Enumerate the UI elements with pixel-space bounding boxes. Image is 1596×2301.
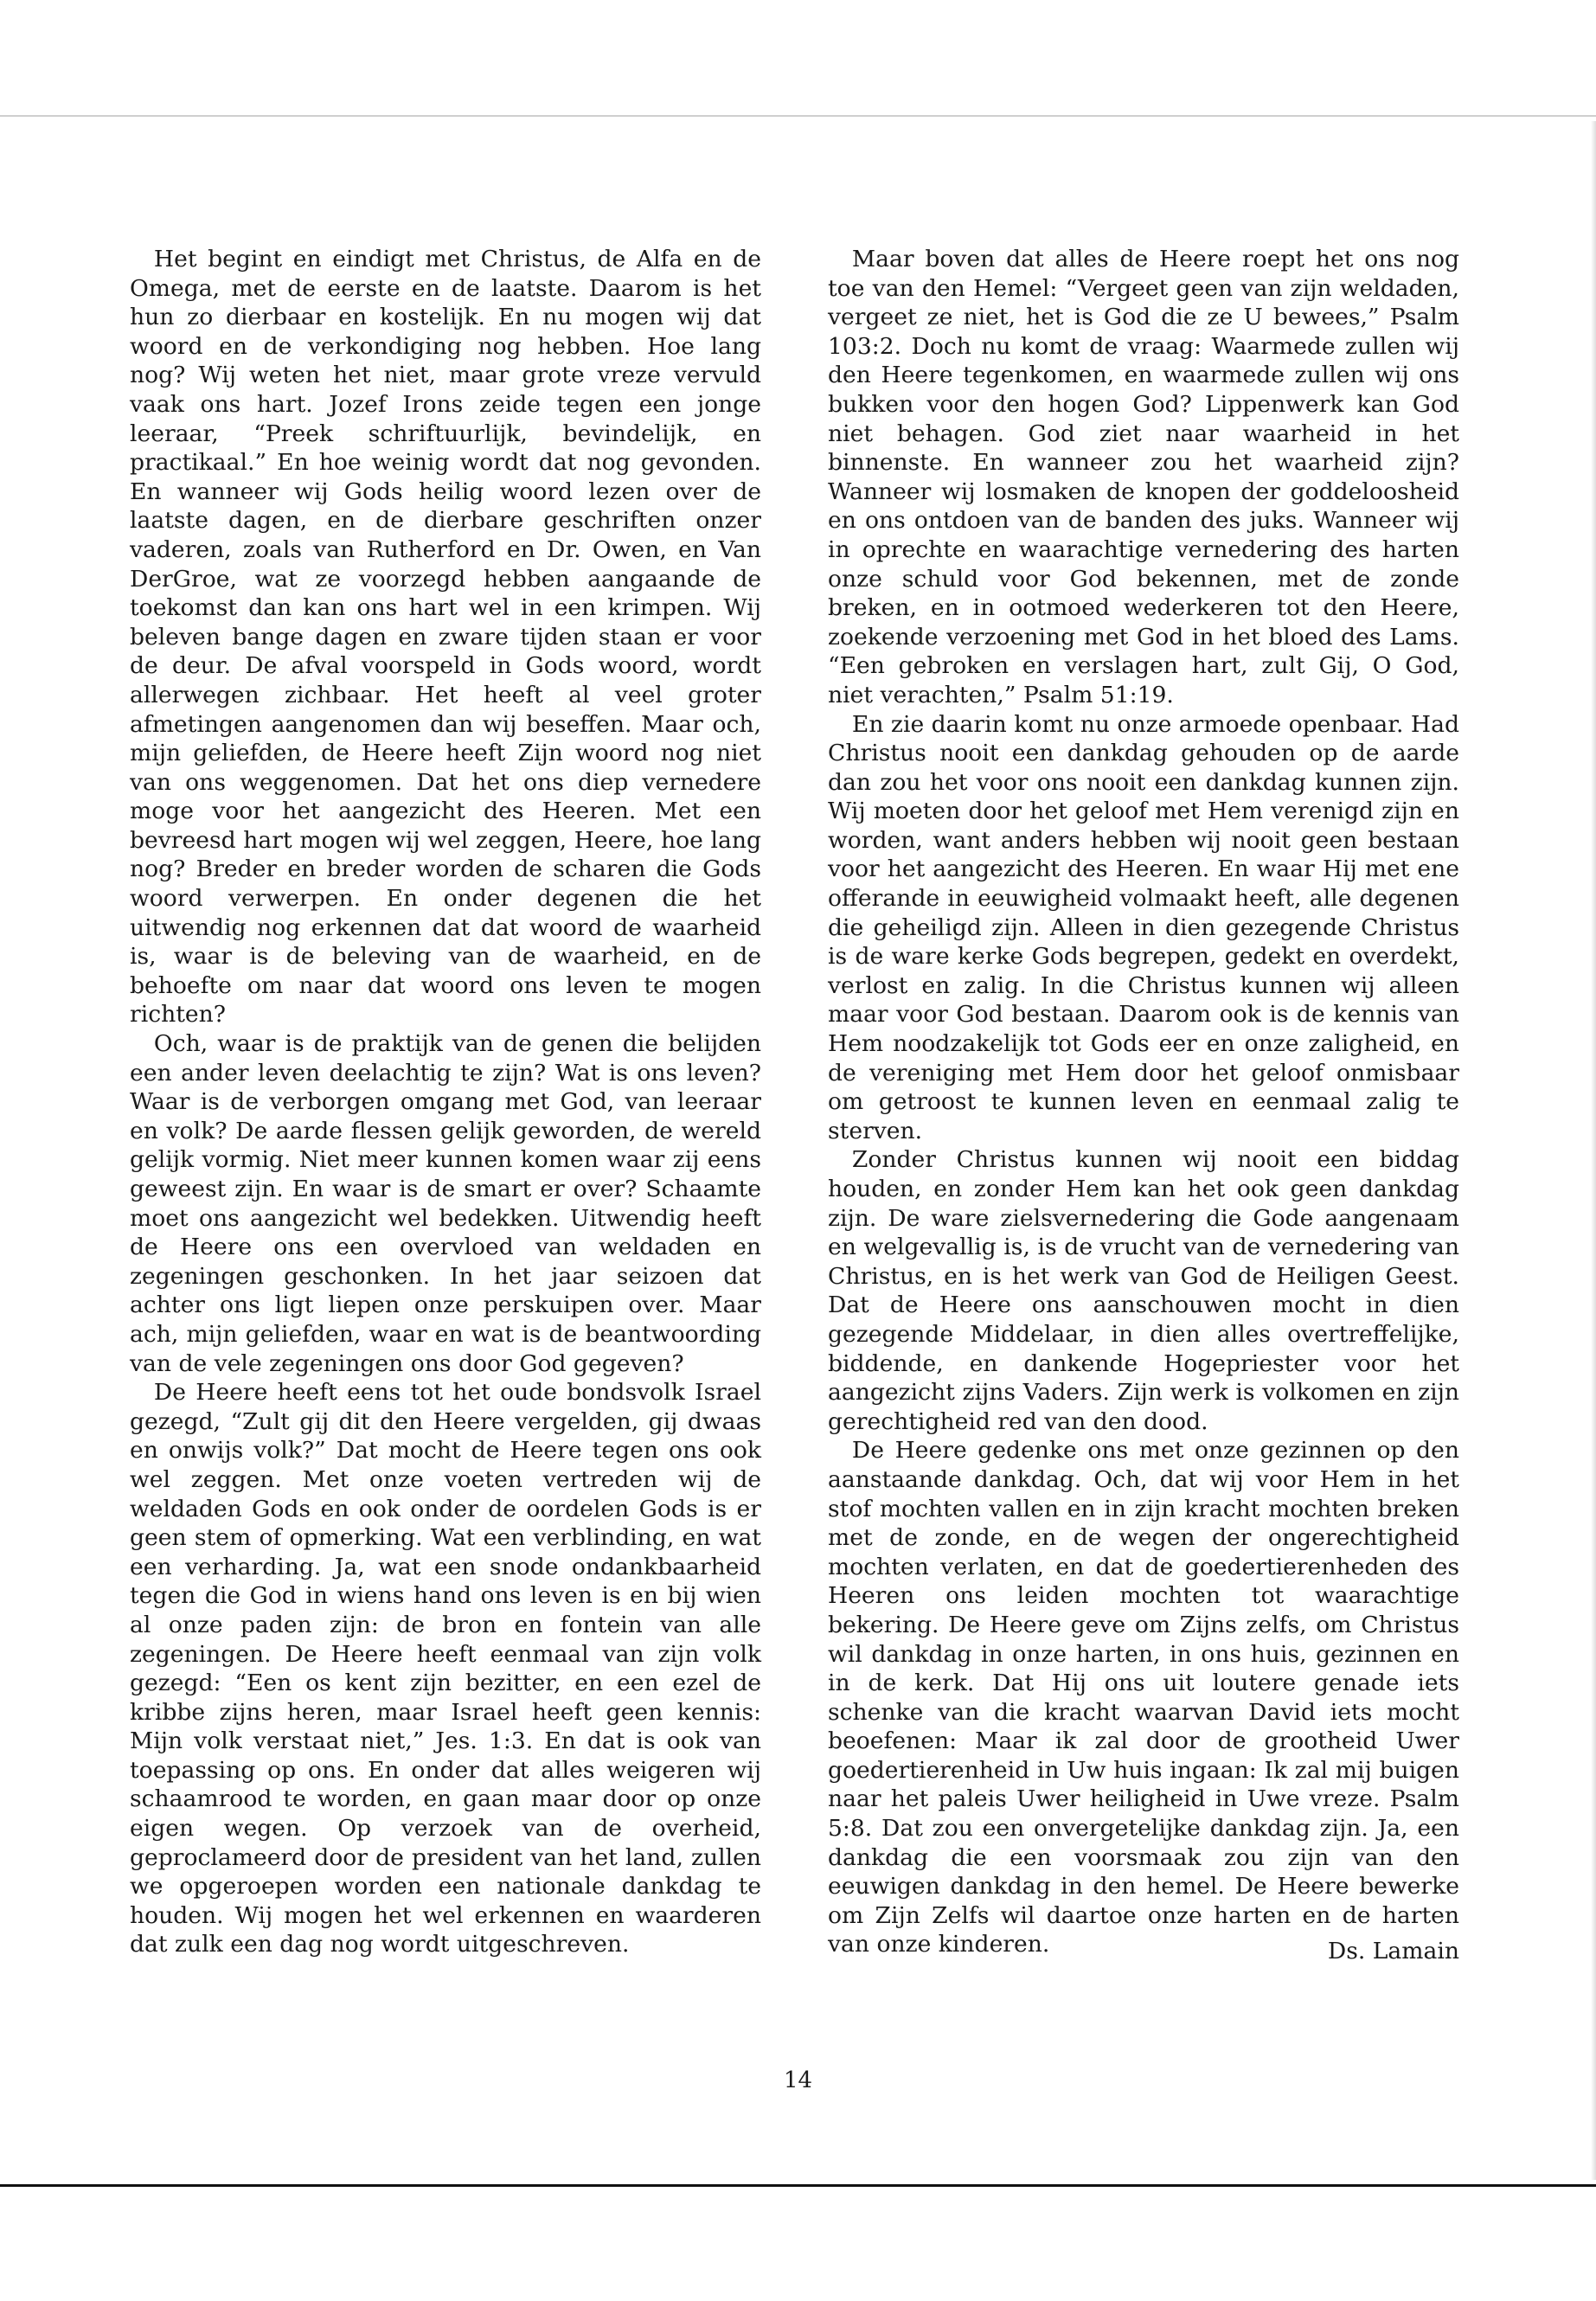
page-number: 14 — [783, 2067, 813, 2093]
paragraph: Och, waar is de praktijk van de genen die belijden een ander leven deelachtig te zijn? Wat is ons leven? Waar is de verborgen omgang met God, van leeraar en volk? De aarde flessen gelijk geworden, de wereld gelijk vormig. Niet meer kunnen komen waar zij eens geweest zijn. En waar is de smart er over? Schaamte moet ons aangezicht wel bedekken. Uitwendig heeft de Heere ons een overvloed van weldaden en zegeningen geschonken. In het jaar seizoen dat achter ons ligt liepen onze perskuipen over. Maar ach, mijn geliefden, waar en wat is de beantwoording van de vele zegeningen ons door God gegeven? — [130, 1030, 761, 1377]
paragraph: De Heere gedenke ons met onze gezinnen op den aanstaande dankdag. Och, dat wij voor Hem in het stof mochten vallen en in zijn kracht mochten breken met de zonde, en de wegen der ongerechtigheid mochten verlaten, en dat de goedertierenheden des Heeren ons leiden mochten tot waarachtige bekering. De Heere geve om Zijns zelfs, om Christus wil dankdag in onze harten, in ons huis, gezinnen en in de kerk. Dat Hij ons uit loutere genade iets schenke van die kracht waarvan David iets mocht beoefenen: Maar ik zal door de grootheid Uwer goedertierenheid in Uw huis ingaan: Ik zal mij buigen naar het paleis Uwer heiligheid in Uwe vreze. Psalm 5:8. Dat zou een onvergetelijke dankdag zijn. Ja, een dankdag die een voorsmaak zou zijn van den eeuwigen dankdag in den hemel. De Heere bewerke om Zijn Zelfs wil daartoe onze harten en de harten van onze kinderen. — [828, 1437, 1459, 1958]
closing-paragraph — [828, 1436, 1459, 1965]
author-signature: Ds. Lamain — [1327, 1938, 1459, 1965]
paragraph: Het begint en eindigt met Christus, de Alfa en de Omega, met de eerste en de laatste. Daarom is het hun zo dierbaar en kostelijk. En nu mogen wij dat woord en de verkondiging nog hebben. Hoe lang nog? Wij weten het niet, maar grote vreze vervuld vaak ons hart. Jozef Irons zeide tegen een jonge leeraar, “Preek schriftuurlijk, bevindelijk, en practikaal.” En hoe weinig wordt dat nog gevonden. En wanneer wij Gods heilig woord lezen over de laatste dagen, en de dierbare geschriften onzer vaderen, zoals van Rutherford en Dr. Owen, en Van DerGroe, wat ze voorzegd hebben aangaande de toekomst dan kan ons hart wel in een krimpen. Wij beleven bange dagen en zware tijden staan er voor de deur. De afval voorspeld in Gods woord, wordt allerwegen zichbaar. Het heeft al veel groter afmetingen aangenomen dan wij beseffen. Maar och, mijn geliefden, de Heere heeft Zijn woord nog niet van ons weggenomen. Dat het ons diep vernedere moge voor het aangezicht des Heeren. Met een bevreesd hart mogen wij wel zeggen, Heere, hoe lang nog? Breder en breder worden de scharen die Gods woord verwerpen. En onder degenen die het uitwendig nog erkennen dat dat woord de waarheid is, waar is de beleving van de waarheid, en de behoefte om naar dat woord ons leven te mogen richten? — [130, 246, 761, 1029]
paragraph: En zie daarin komt nu onze armoede openbaar. Had Christus nooit een dankdag gehouden op de aarde dan zou het voor ons nooit een dankdag kunnen zijn. Wij moeten door het geloof met Hem verenigd zijn en worden, want anders hebben wij nooit geen bestaan voor het aangezicht des Heeren. En waar Hij met ene offerande in eeuwigheid volmaakt heeft, alle degenen die geheiligd zijn. Alleen in dien gezegende Christus is de ware kerke Gods begrepen, gedekt en overdekt, verlost en zalig. In die Christus kunnen wij alleen maar voor God bestaan. Daarom ook is de kennis van Hem noodzakelijk tot Gods eer en onze zaligheid, en de vereniging met Hem door het geloof onmisbaar om getroost te kunnen leven en eenmaal zalig te sterven. — [828, 710, 1459, 1144]
paragraph: Maar boven dat alles de Heere roept het ons nog toe van den Hemel: “Vergeet geen van zijn weldaden, vergeet ze niet, het is God die ze U bewees,” Psalm 103:2. Doch nu komt de vraag: Waarmede zullen wij den Heere tegenkomen, en waarmede zullen wij ons bukken voor den hogen God? Lippenwerk kan God niet behagen. God ziet naar waarheid in het binnenste. En wanneer zou het waarheid zijn? Wanneer wij losmaken de knopen der goddeloosheid en ons ontdoen van de banden des juks. Wanneer wij in oprechte en waarachtige vernedering des harten onze schuld voor God bekennen, met de zonde breken, en in ootmoed wederkeren tot den Heere, zoekende verzoening met God in het bloed des Lams. “Een gebroken en verslagen hart, zult Gij, O God, niet verachten,” Psalm 51:19. — [828, 246, 1459, 708]
paragraph: Zonder Christus kunnen wij nooit een biddag houden, en zonder Hem kan het ook geen dankdag zijn. De ware zielsvernedering die Gode aangenaam en welgevallig is, is de vrucht van de vernedering van Christus, en is het werk van God de Heiligen Geest. Dat de Heere ons aanschouwen mocht in dien gezegende Middelaar, in dien alles overtreffelijke, biddende, en dankende Hogepriester voor het aangezicht zijns Vaders. Zijn werk is volkomen en zijn gerechtigheid red van den dood. — [828, 1146, 1459, 1435]
left-column — [130, 245, 761, 1959]
scan-edge-right — [1591, 121, 1596, 2180]
right-column — [828, 245, 1459, 1965]
paragraph: De Heere heeft eens tot het oude bondsvolk Israel gezegd, “Zult gij dit den Heere vergelden, gij dwaas en onwijs volk?” Dat mocht de Heere tegen ons ook wel zeggen. Met onze voeten vertreden wij de weldaden Gods en ook onder de oordelen Gods is er geen stem of opmerking. Wat een verblinding, en wat een verharding. Ja, wat een snode ondankbaarheid tegen die God in wiens hand ons leven is en bij wien al onze paden zijn: de bron en fontein van alle zegeningen. De Heere heeft eenmaal van zijn volk gezegd: “Een os kent zijn bezitter, en een ezel de kribbe zijns heren, maar Israel heeft geen kennis: Mijn volk verstaat niet,” Jes. 1:3. En dat is ook van toepassing op ons. En onder dat alles weigeren wij schaamrood te worden, en gaan maar door op onze eigen wegen. Op verzoek van de overheid, geproclameerd door de president van het land, zullen we opgeroepen worden een nationale dankdag te houden. Wij mogen het wel erkennen en waarderen dat zulk een dag nog wordt uitgeschreven. — [130, 1379, 761, 1958]
scan-edge-top — [0, 115, 1596, 117]
scan-edge-bottom — [0, 2184, 1596, 2187]
